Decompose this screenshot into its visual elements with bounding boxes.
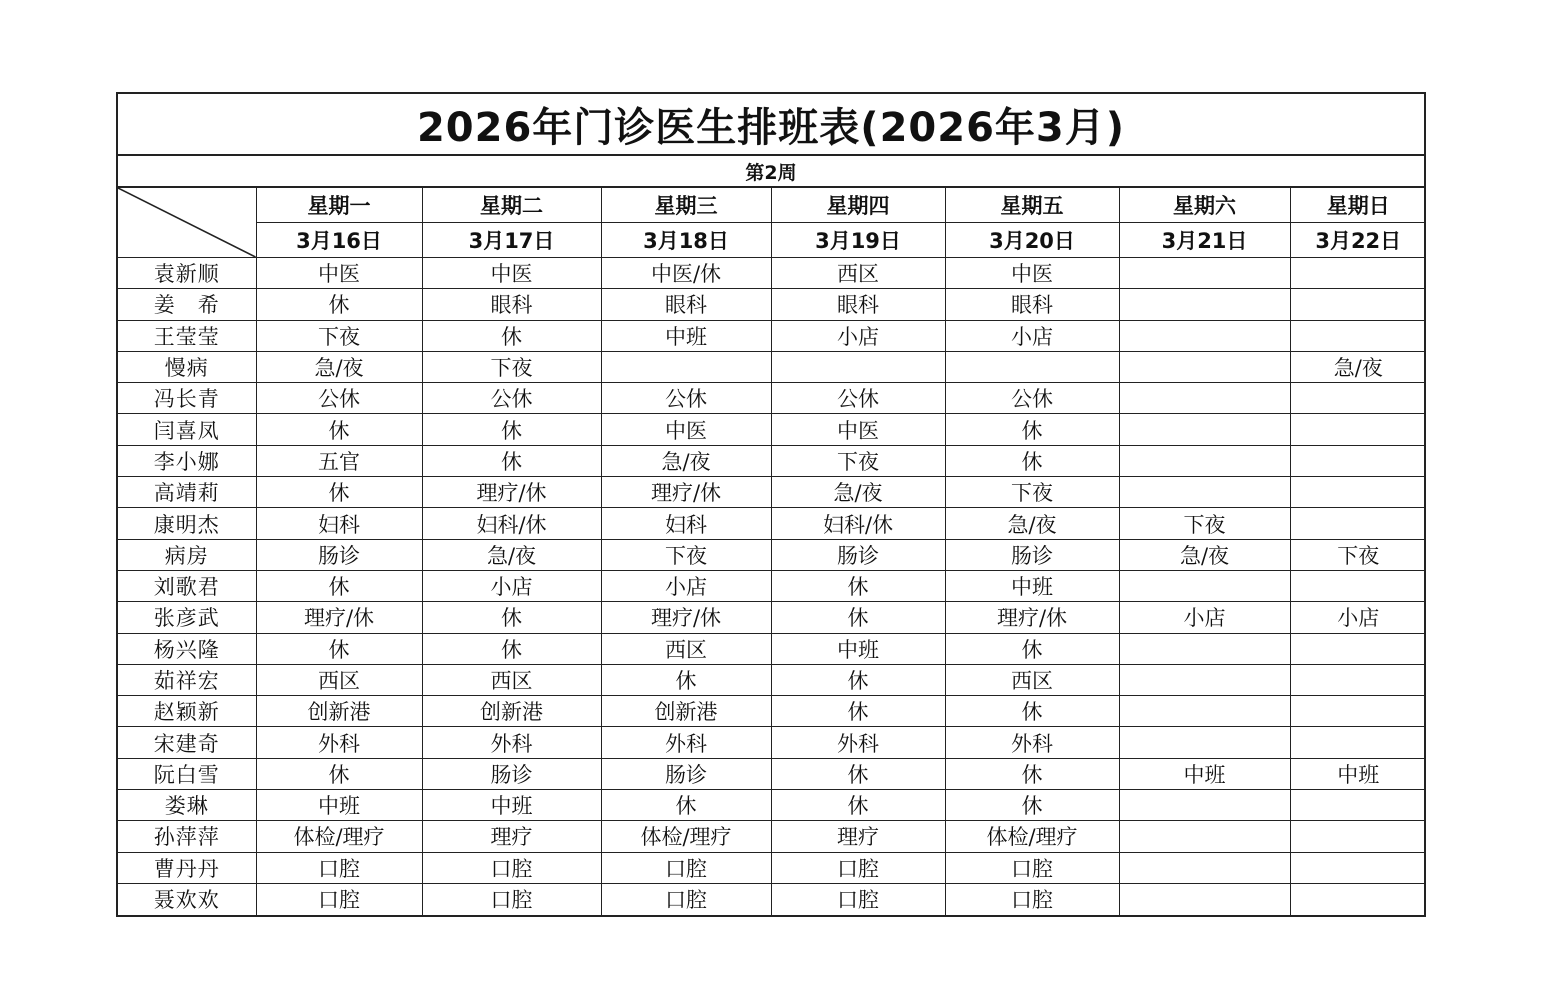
shift-cell: 五官 xyxy=(256,445,422,476)
shift-cell xyxy=(1119,445,1290,476)
table-row xyxy=(118,445,1426,476)
schedule-table xyxy=(118,188,1426,915)
table-row xyxy=(118,696,1426,727)
shift-cell: 口腔 xyxy=(945,883,1119,914)
date-header: 3月21日 xyxy=(1119,223,1290,258)
shift-cell: 休 xyxy=(945,445,1119,476)
shift-cell: 体检/理疗 xyxy=(256,821,422,852)
shift-cell: 理疗/休 xyxy=(256,602,422,633)
shift-cell: 中班 xyxy=(256,790,422,821)
doctor-name: 孙萍萍 xyxy=(118,821,256,852)
shift-cell: 外科 xyxy=(256,727,422,758)
shift-cell: 中班 xyxy=(601,320,771,351)
shift-cell: 理疗/休 xyxy=(945,602,1119,633)
doctor-name: 袁新顺 xyxy=(118,258,256,289)
shift-cell: 休 xyxy=(256,758,422,789)
shift-cell xyxy=(1119,477,1290,508)
date-header: 3月17日 xyxy=(422,223,601,258)
shift-cell: 休 xyxy=(771,758,945,789)
shift-cell: 休 xyxy=(945,696,1119,727)
doctor-name: 病房 xyxy=(118,539,256,570)
shift-cell: 休 xyxy=(422,445,601,476)
shift-cell: 小店 xyxy=(771,320,945,351)
table-row xyxy=(118,414,1426,445)
shift-cell: 中班 xyxy=(945,570,1119,601)
shift-cell: 休 xyxy=(945,758,1119,789)
shift-cell: 体检/理疗 xyxy=(945,821,1119,852)
shift-cell xyxy=(1290,883,1426,914)
shift-cell: 公休 xyxy=(422,383,601,414)
shift-cell xyxy=(1119,727,1290,758)
diagonal-line xyxy=(118,188,256,257)
shift-cell xyxy=(771,351,945,382)
weekday-header: 星期五 xyxy=(945,188,1119,223)
corner-cell xyxy=(118,188,256,258)
shift-cell: 创新港 xyxy=(256,696,422,727)
doctor-name: 杨兴隆 xyxy=(118,633,256,664)
shift-cell: 外科 xyxy=(945,727,1119,758)
shift-cell: 西区 xyxy=(601,633,771,664)
doctor-name: 赵颖新 xyxy=(118,696,256,727)
weekday-header: 星期六 xyxy=(1119,188,1290,223)
shift-cell: 小店 xyxy=(601,570,771,601)
weekday-header: 星期一 xyxy=(256,188,422,223)
shift-cell: 理疗/休 xyxy=(601,602,771,633)
table-row xyxy=(118,602,1426,633)
shift-cell: 肠诊 xyxy=(771,539,945,570)
shift-cell xyxy=(1119,852,1290,883)
shift-cell xyxy=(1119,790,1290,821)
shift-cell xyxy=(1119,289,1290,320)
shift-cell: 中医 xyxy=(601,414,771,445)
doctor-name: 冯长青 xyxy=(118,383,256,414)
shift-cell xyxy=(1290,727,1426,758)
table-row xyxy=(118,883,1426,914)
shift-cell: 口腔 xyxy=(771,852,945,883)
shift-cell: 休 xyxy=(601,664,771,695)
table-row xyxy=(118,258,1426,289)
shift-cell: 休 xyxy=(945,633,1119,664)
shift-cell: 口腔 xyxy=(945,852,1119,883)
shift-cell xyxy=(1290,790,1426,821)
shift-cell: 眼科 xyxy=(422,289,601,320)
shift-cell: 口腔 xyxy=(601,852,771,883)
doctor-name: 茹祥宏 xyxy=(118,664,256,695)
shift-cell xyxy=(945,351,1119,382)
doctor-name: 高靖莉 xyxy=(118,477,256,508)
shift-cell xyxy=(1119,383,1290,414)
shift-cell: 下夜 xyxy=(771,445,945,476)
shift-cell: 肠诊 xyxy=(256,539,422,570)
table-row xyxy=(118,633,1426,664)
shift-cell: 口腔 xyxy=(256,852,422,883)
table-row xyxy=(118,664,1426,695)
shift-cell: 肠诊 xyxy=(945,539,1119,570)
shift-cell: 急/夜 xyxy=(601,445,771,476)
table-row xyxy=(118,852,1426,883)
weekday-header: 星期四 xyxy=(771,188,945,223)
doctor-name: 阮白雪 xyxy=(118,758,256,789)
shift-cell: 口腔 xyxy=(601,883,771,914)
shift-cell: 休 xyxy=(945,790,1119,821)
date-header: 3月18日 xyxy=(601,223,771,258)
shift-cell: 创新港 xyxy=(422,696,601,727)
shift-cell: 中医/休 xyxy=(601,258,771,289)
shift-cell: 休 xyxy=(601,790,771,821)
schedule-sheet xyxy=(116,92,1426,917)
shift-cell: 外科 xyxy=(422,727,601,758)
date-header: 3月20日 xyxy=(945,223,1119,258)
shift-cell: 公休 xyxy=(601,383,771,414)
shift-cell xyxy=(1290,852,1426,883)
shift-cell: 急/夜 xyxy=(256,351,422,382)
table-row xyxy=(118,758,1426,789)
doctor-name: 张彦武 xyxy=(118,602,256,633)
shift-cell: 休 xyxy=(422,414,601,445)
shift-cell: 休 xyxy=(256,289,422,320)
shift-cell: 急/夜 xyxy=(422,539,601,570)
doctor-name: 闫喜凤 xyxy=(118,414,256,445)
shift-cell xyxy=(1290,383,1426,414)
date-header: 3月19日 xyxy=(771,223,945,258)
table-row xyxy=(118,383,1426,414)
shift-cell xyxy=(1119,320,1290,351)
shift-cell xyxy=(1290,633,1426,664)
shift-cell xyxy=(1119,570,1290,601)
shift-cell: 下夜 xyxy=(1290,539,1426,570)
shift-cell: 妇科/休 xyxy=(771,508,945,539)
table-row xyxy=(118,320,1426,351)
table-row xyxy=(118,727,1426,758)
shift-cell: 小店 xyxy=(422,570,601,601)
shift-cell xyxy=(1290,258,1426,289)
doctor-name: 宋建奇 xyxy=(118,727,256,758)
shift-cell xyxy=(1119,414,1290,445)
shift-cell: 眼科 xyxy=(601,289,771,320)
shift-cell: 理疗 xyxy=(422,821,601,852)
doctor-name: 王莹莹 xyxy=(118,320,256,351)
page-title: 2026年门诊医生排班表(2026年3月) xyxy=(118,94,1424,156)
shift-cell: 急/夜 xyxy=(771,477,945,508)
doctor-name: 姜 希 xyxy=(118,289,256,320)
shift-cell: 肠诊 xyxy=(601,758,771,789)
shift-cell: 中班 xyxy=(1119,758,1290,789)
table-row xyxy=(118,289,1426,320)
shift-cell: 理疗/休 xyxy=(422,477,601,508)
shift-cell xyxy=(1119,696,1290,727)
table-row xyxy=(118,508,1426,539)
shift-cell xyxy=(1119,883,1290,914)
shift-cell: 休 xyxy=(771,602,945,633)
shift-cell xyxy=(1290,821,1426,852)
doctor-name: 康明杰 xyxy=(118,508,256,539)
doctor-name: 慢病 xyxy=(118,351,256,382)
date-header: 3月22日 xyxy=(1290,223,1426,258)
shift-cell xyxy=(1290,445,1426,476)
shift-cell: 休 xyxy=(945,414,1119,445)
shift-cell: 眼科 xyxy=(771,289,945,320)
date-header: 3月16日 xyxy=(256,223,422,258)
shift-cell: 小店 xyxy=(1119,602,1290,633)
weekday-header: 星期二 xyxy=(422,188,601,223)
shift-cell xyxy=(1290,477,1426,508)
table-row xyxy=(118,539,1426,570)
weekday-header: 星期三 xyxy=(601,188,771,223)
shift-cell: 小店 xyxy=(945,320,1119,351)
shift-cell: 下夜 xyxy=(256,320,422,351)
shift-cell xyxy=(1290,696,1426,727)
shift-cell: 下夜 xyxy=(422,351,601,382)
shift-cell: 下夜 xyxy=(945,477,1119,508)
shift-cell: 中班 xyxy=(1290,758,1426,789)
shift-cell: 休 xyxy=(422,320,601,351)
shift-cell: 肠诊 xyxy=(422,758,601,789)
shift-cell xyxy=(1290,414,1426,445)
shift-cell: 休 xyxy=(771,664,945,695)
table-row xyxy=(118,790,1426,821)
shift-cell: 中医 xyxy=(256,258,422,289)
shift-cell: 理疗 xyxy=(771,821,945,852)
doctor-name: 娄琳 xyxy=(118,790,256,821)
doctor-name: 刘歌君 xyxy=(118,570,256,601)
shift-cell: 公休 xyxy=(771,383,945,414)
shift-cell: 理疗/休 xyxy=(601,477,771,508)
doctor-name: 曹丹丹 xyxy=(118,852,256,883)
doctor-name: 聂欢欢 xyxy=(118,883,256,914)
week-label: 第2周 xyxy=(118,156,1424,188)
shift-cell: 公休 xyxy=(256,383,422,414)
shift-cell: 妇科 xyxy=(256,508,422,539)
doctor-name: 李小娜 xyxy=(118,445,256,476)
shift-cell: 休 xyxy=(256,477,422,508)
shift-cell: 休 xyxy=(771,790,945,821)
shift-cell: 西区 xyxy=(256,664,422,695)
shift-cell: 休 xyxy=(256,570,422,601)
weekday-header: 星期日 xyxy=(1290,188,1426,223)
table-row xyxy=(118,570,1426,601)
shift-cell xyxy=(1290,320,1426,351)
shift-cell xyxy=(1290,570,1426,601)
shift-cell: 口腔 xyxy=(422,883,601,914)
shift-cell: 妇科/休 xyxy=(422,508,601,539)
table-row xyxy=(118,477,1426,508)
shift-cell xyxy=(1119,633,1290,664)
shift-cell: 小店 xyxy=(1290,602,1426,633)
shift-cell: 中医 xyxy=(945,258,1119,289)
shift-cell: 急/夜 xyxy=(1119,539,1290,570)
shift-cell: 中班 xyxy=(771,633,945,664)
shift-cell: 休 xyxy=(256,414,422,445)
table-row xyxy=(118,351,1426,382)
shift-cell: 外科 xyxy=(771,727,945,758)
shift-cell: 体检/理疗 xyxy=(601,821,771,852)
shift-cell: 中班 xyxy=(422,790,601,821)
shift-cell: 公休 xyxy=(945,383,1119,414)
shift-cell: 中医 xyxy=(422,258,601,289)
shift-cell xyxy=(1119,664,1290,695)
shift-cell: 中医 xyxy=(771,414,945,445)
shift-cell: 口腔 xyxy=(422,852,601,883)
shift-cell xyxy=(1119,351,1290,382)
shift-cell xyxy=(1290,664,1426,695)
shift-cell: 西区 xyxy=(945,664,1119,695)
shift-cell: 急/夜 xyxy=(1290,351,1426,382)
shift-cell: 休 xyxy=(771,696,945,727)
shift-cell: 创新港 xyxy=(601,696,771,727)
shift-cell: 下夜 xyxy=(601,539,771,570)
shift-cell: 西区 xyxy=(771,258,945,289)
shift-cell: 妇科 xyxy=(601,508,771,539)
shift-cell: 口腔 xyxy=(771,883,945,914)
shift-cell: 休 xyxy=(422,602,601,633)
shift-cell xyxy=(1290,289,1426,320)
shift-cell: 休 xyxy=(771,570,945,601)
shift-cell: 口腔 xyxy=(256,883,422,914)
shift-cell: 外科 xyxy=(601,727,771,758)
shift-cell: 西区 xyxy=(422,664,601,695)
table-row xyxy=(118,821,1426,852)
shift-cell xyxy=(1290,508,1426,539)
shift-cell xyxy=(1119,821,1290,852)
shift-cell: 休 xyxy=(422,633,601,664)
shift-cell xyxy=(601,351,771,382)
shift-cell: 眼科 xyxy=(945,289,1119,320)
shift-cell: 急/夜 xyxy=(945,508,1119,539)
shift-cell: 下夜 xyxy=(1119,508,1290,539)
shift-cell xyxy=(1119,258,1290,289)
shift-cell: 休 xyxy=(256,633,422,664)
